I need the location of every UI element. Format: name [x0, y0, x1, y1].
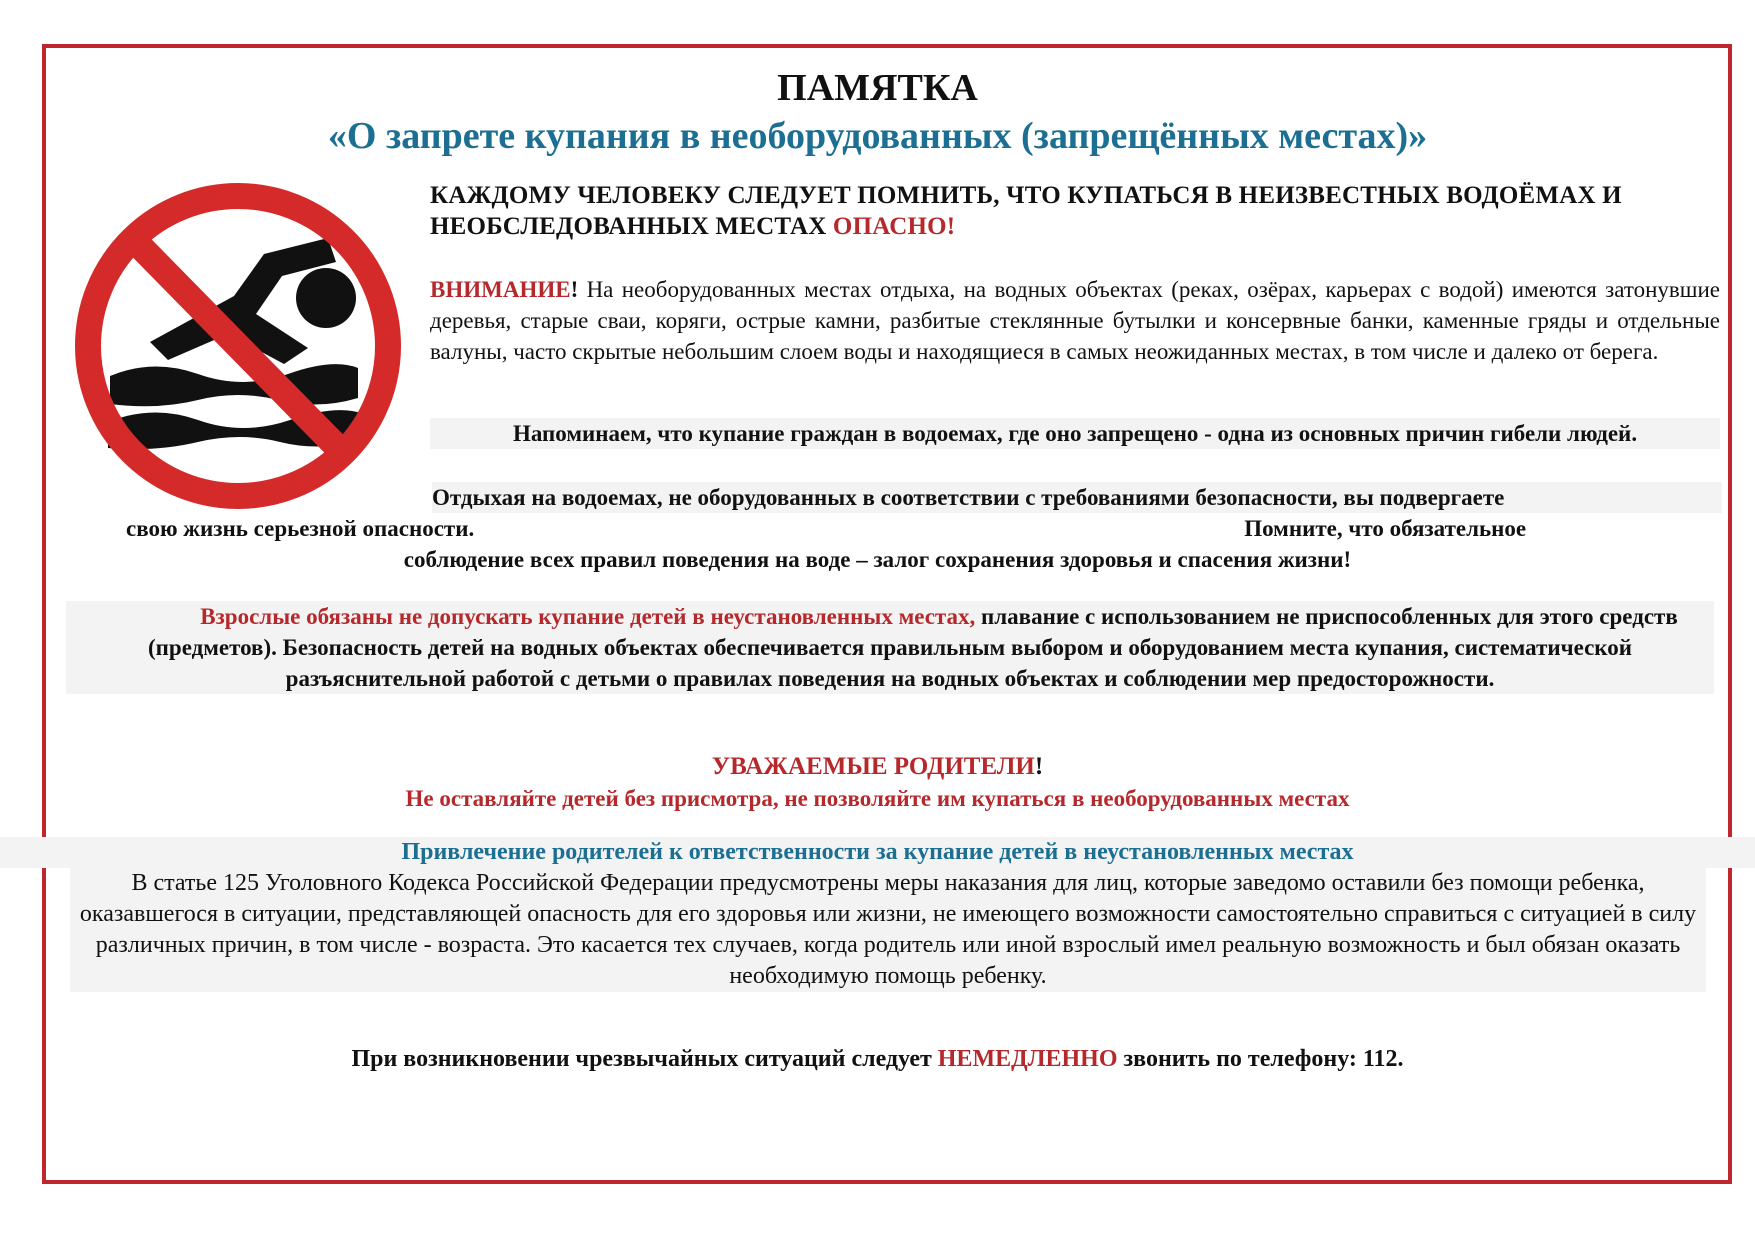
- attention-paragraph: [430, 274, 1720, 367]
- reminder-line-3a: свою жизнь серьезной опасности.: [126, 516, 475, 541]
- reminder-line-2: Отдыхая на водоемах, не оборудованных в соответствии с требованиями безопасности, вы подвергаете: [432, 482, 1722, 513]
- parents-heading-text: УВАЖАЕМЫЕ РОДИТЕЛИ: [711, 753, 1035, 780]
- warning-text: КАЖДОМУ ЧЕЛОВЕКУ СЛЕДУЕТ ПОМНИТЬ, ЧТО КУПАТЬСЯ В НЕИЗВЕСТНЫХ ВОДОЁМАХ И НЕОБСЛЕДОВАННЫХ МЕСТАХ: [430, 182, 1622, 240]
- adults-red-text: Взрослые обязаны не допускать купание детей в неустановленных местах,: [200, 604, 976, 629]
- parents-warning: Не оставляйте детей без присмотра, не позволяйте им купаться в необорудованных местах: [405, 786, 1350, 811]
- reminder-line-1: Напоминаем, что купание граждан в водоемах, где оно запрещено - одна из основных причин гибели людей.: [430, 418, 1720, 449]
- adults-text: плавание с использованием не приспособленных для этого средств (предметов). Безопасность детей на водных объектах обеспечивается правильным выбором и оборудованием места купания, систематической разъяснительной работой с детьми о правилах поведения на водных объектах и соблюдении мер предосторожности.: [148, 604, 1678, 691]
- reminder-line-3b: Помните, что обязательное: [1244, 516, 1527, 541]
- emergency-before: При возникновении чрезвычайных ситуаций следует: [351, 1046, 938, 1072]
- reminder-line-4: соблюдение всех правил поведения на воде – залог сохранения здоровья и спасения жизни!: [403, 547, 1352, 572]
- parents-heading-mark: !: [1034, 753, 1044, 780]
- no-swimming-icon: [58, 178, 418, 514]
- liability-heading: Привлечение родителей к ответственности за купание детей в неустановленных местах: [0, 837, 1755, 868]
- danger-word: ОПАСНО!: [832, 213, 956, 240]
- attention-mark: !: [570, 277, 579, 302]
- adults-paragraph: [66, 601, 1714, 694]
- attention-label: ВНИМАНИЕ: [430, 277, 571, 302]
- liability-text: В статье 125 Уголовного Кодекса Российской Федерации предусмотрены меры наказания для лиц, которые заведомо оставили без помощи ребенка, оказавшегося в ситуации, представляющей опасность для его здоровья или жизни, не имеющего возможности самостоятельно справиться с ситуацией в силу различных причин, в том числе - возраста. Это касается тех случаев, когда родитель или иной взрослый имел реальную возможность и был обязан оказать необходимую помощь ребенку.: [70, 868, 1706, 992]
- emergency-after: звонить по телефону: 112.: [1117, 1046, 1404, 1072]
- reminder-line-3: [126, 513, 1726, 544]
- emergency-line: [0, 1044, 1755, 1075]
- attention-text: На необорудованных местах отдыха, на водных объектах (реках, озёрах, карьерах с водой) имеются затонувшие деревья, старые сваи, коряги, острые камни, разбитые стеклянные бутылки и консервные банки, каменные гряды и отдельные валуны, часто скрытые небольшим слоем воды и находящиеся в самых неожиданных местах, в том числе и далеко от берега.: [430, 277, 1720, 364]
- warning-paragraph: [430, 180, 1720, 242]
- poster-title: ПАМЯТКА: [777, 67, 978, 109]
- poster-subtitle: «О запрете купания в необорудованных (запрещённых местах)»: [327, 115, 1428, 157]
- parents-heading: [0, 751, 1755, 782]
- emergency-urgent: НЕМЕДЛЕННО: [937, 1046, 1118, 1072]
